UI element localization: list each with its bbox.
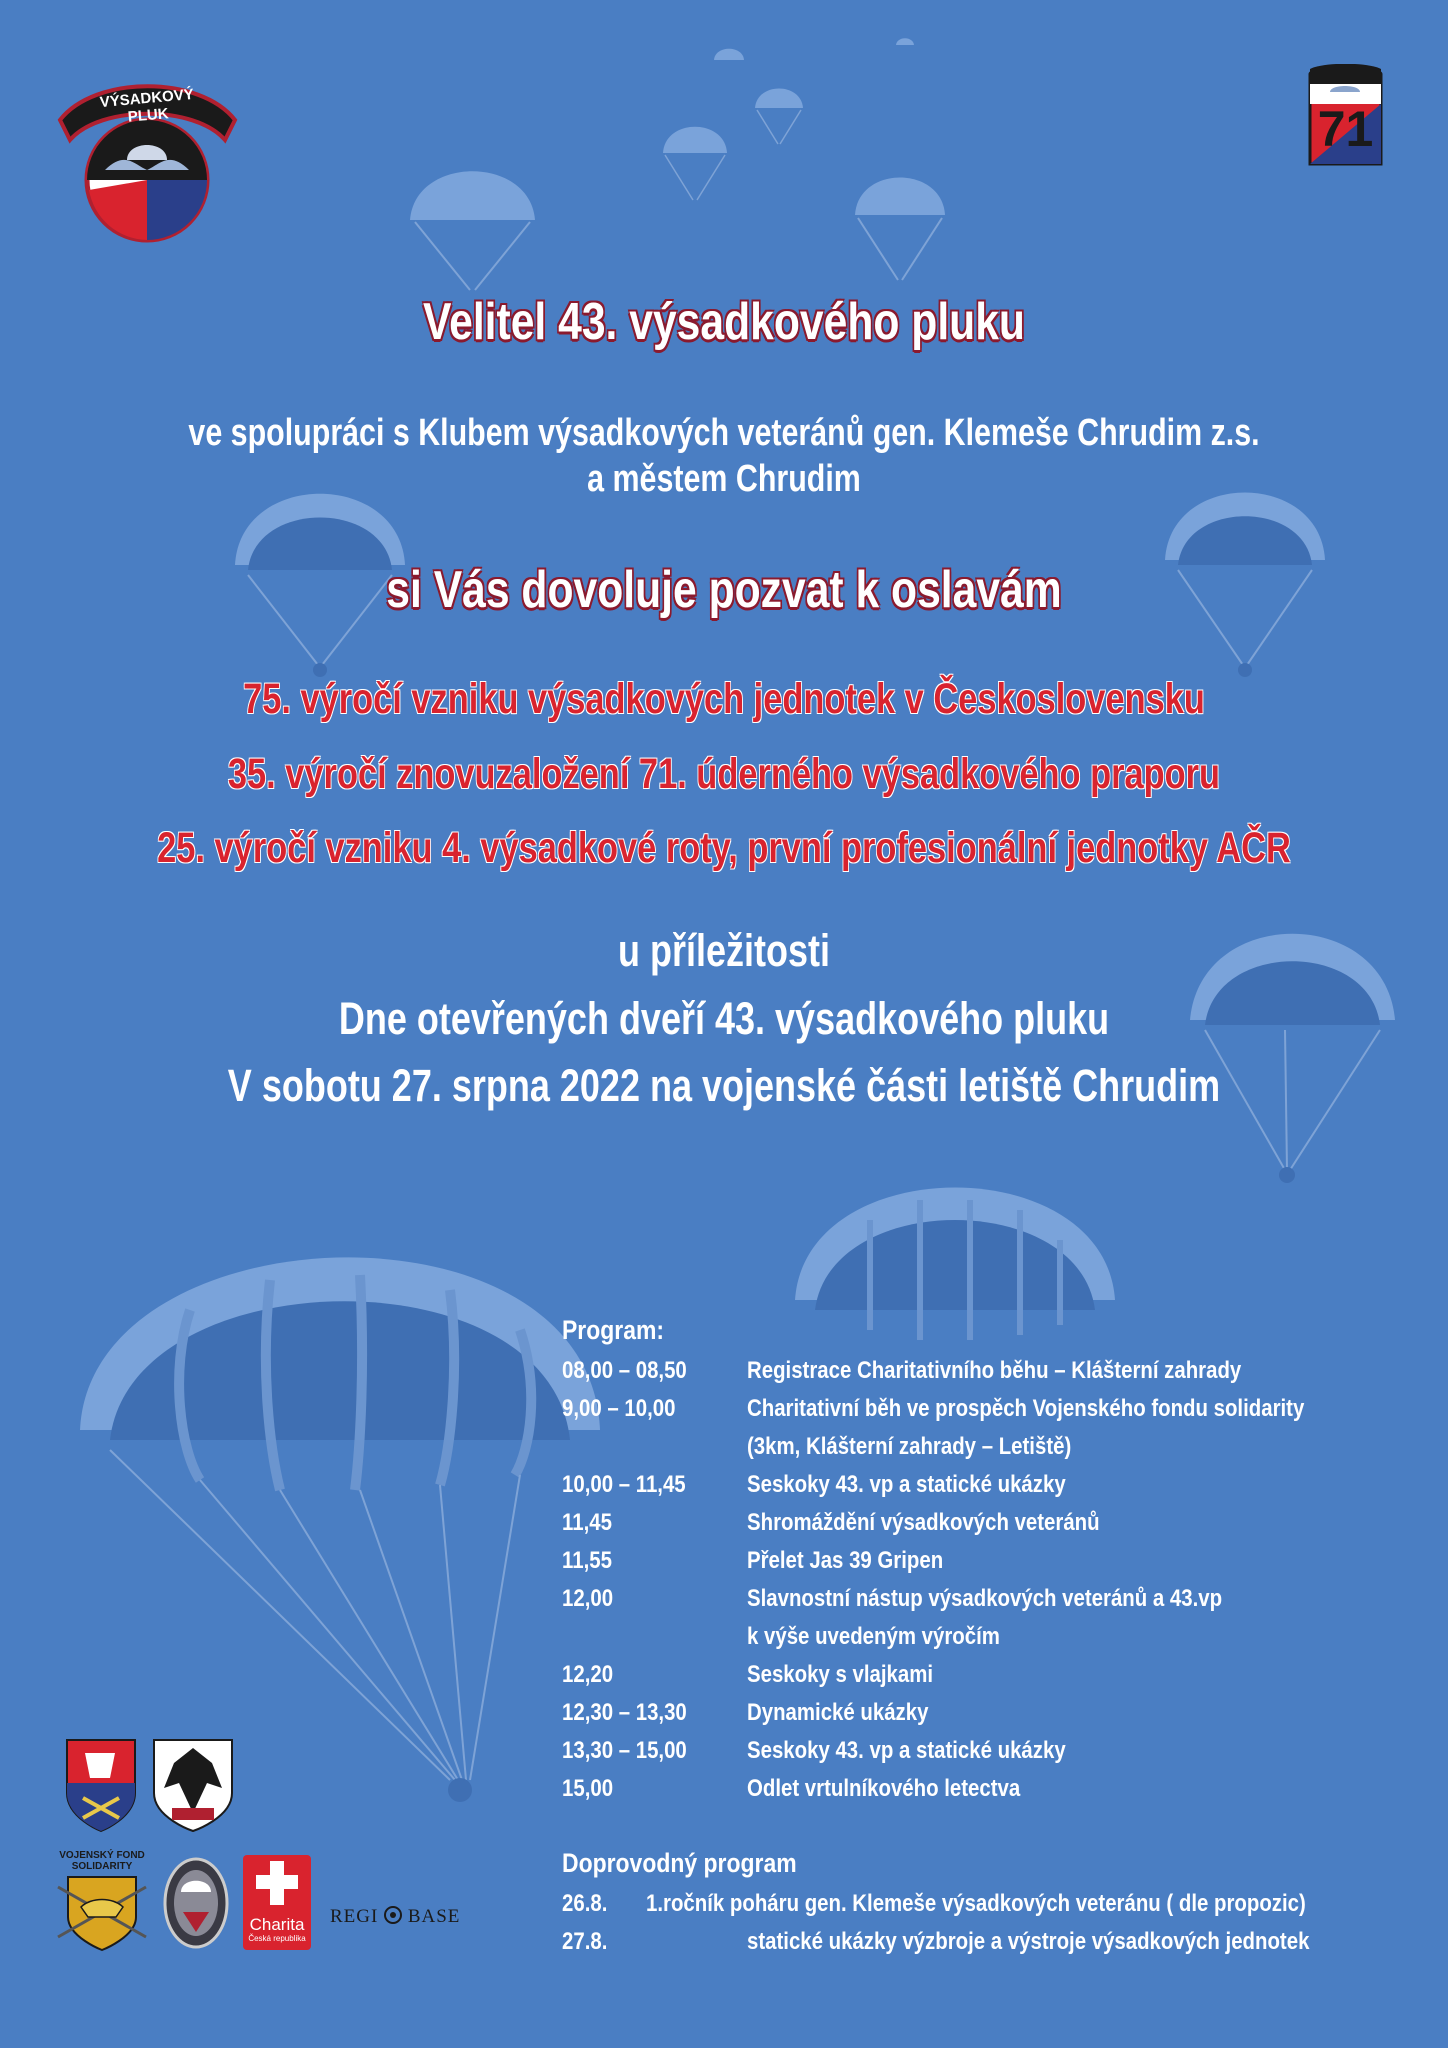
side-program-date: 27.8. (562, 1928, 608, 1955)
side-program-date: 26.8. (562, 1890, 608, 1917)
side-program-row (562, 1923, 1422, 1961)
program-row (562, 1618, 1422, 1656)
cooperation-line-2: a městem Chrudim (587, 458, 861, 500)
occasion-line-2: Dne otevřených dveří 43. výsadkového pluku (338, 993, 1110, 1044)
side-program-row (562, 1885, 1422, 1923)
program-row (562, 1504, 1422, 1542)
charita-logo (243, 1855, 311, 1950)
program-text: Registrace Charitativního běhu – Klášterní zahrady (747, 1357, 1242, 1384)
program-text: Přelet Jas 39 Gripen (747, 1547, 944, 1574)
program-time: 10,00 – 11,45 (562, 1471, 686, 1498)
side-program-heading: Doprovodný program (562, 1848, 797, 1878)
parachute-icon (713, 44, 745, 84)
program-text: Odlet vrtulníkového letectva (747, 1775, 1021, 1802)
regiment-badge-text: VÝSADKOVÝ PLUK (99, 85, 195, 126)
program-time: 13,30 – 15,00 (562, 1737, 687, 1764)
parachute-icon (70, 1150, 610, 1830)
program-text: Dynamické ukázky (747, 1699, 929, 1726)
program-row (562, 1352, 1422, 1390)
program-time: 9,00 – 10,00 (562, 1395, 676, 1422)
program-time: 12,00 (562, 1585, 614, 1612)
program-row (562, 1390, 1422, 1428)
program-time: 11,55 (562, 1547, 612, 1574)
occasion-line-3: V sobotu 27. srpna 2022 na vojenské části letiště Chrudim (227, 1060, 1221, 1111)
solidarity-fund-logo (56, 1850, 148, 1955)
program-row (562, 1542, 1422, 1580)
program-row (562, 1732, 1422, 1770)
coat-of-arms-icon (65, 1738, 137, 1833)
regi-base-emblem-icon (384, 1905, 402, 1925)
program-time: 11,45 (562, 1509, 612, 1536)
parachute-icon (405, 150, 540, 300)
side-program-text: 1.ročník poháru gen. Klemeše výsadkových veteránu ( dle propozic) (645, 1890, 1306, 1917)
anniversary-line: 35. výročí znovuzaložení 71. úderného výsadkového praporu (227, 750, 1221, 798)
charita-label: Charita (249, 1915, 305, 1934)
regi-base-right: BASE (407, 1906, 461, 1927)
program-text: Seskoky 43. vp a statické ukázky (747, 1471, 1066, 1498)
occasion-line-1: u příležitosti (617, 925, 830, 976)
battalion-71-logo (1308, 64, 1383, 166)
side-program-text: statické ukázky výzbroje a výstroje výsadkových jednotek (747, 1928, 1310, 1955)
parachute-icon (660, 115, 730, 205)
program-text: Charitativní běh ve prospěch Vojenského fondu solidarity (747, 1395, 1305, 1422)
handshake-shield-icon (56, 1872, 148, 1952)
program-text: Shromáždění výsadkových veteránů (747, 1509, 1100, 1536)
program-text: Seskoky 43. vp a statické ukázky (747, 1737, 1066, 1764)
regi-base-logo (330, 1905, 480, 1935)
program-row (562, 1428, 1422, 1466)
program-row (562, 1580, 1422, 1618)
program-text: Slavnostní nástup výsadkových veteránů a 43.vp (747, 1585, 1223, 1612)
program-time: 15,00 (562, 1775, 614, 1802)
invitation-line: si Vás dovoluje pozvat k oslavám (386, 561, 1062, 619)
program-row (562, 1770, 1422, 1808)
parachute-icon (850, 160, 950, 290)
program-row (562, 1694, 1422, 1732)
battalion-badge-number: 71 (1317, 101, 1374, 157)
parachute-icon (895, 35, 915, 61)
program-text: k výše uvedeným výročím (747, 1623, 1000, 1650)
city-coat-of-arms-icon (152, 1738, 234, 1833)
anniversary-line: 75. výročí vzniku výsadkových jednotek v Československu (243, 675, 1205, 723)
charita-cross-icon (243, 1855, 311, 1911)
program-row (562, 1466, 1422, 1504)
regiment-logo (55, 70, 240, 245)
charita-sublabel: Česká republika (248, 1934, 306, 1943)
anniversary-line: 25. výročí vzniku 4. výsadkové roty, první profesionální jednotky AČR (157, 824, 1291, 872)
program-section (562, 1315, 1422, 1961)
program-time: 12,30 – 13,30 (562, 1699, 687, 1726)
regi-base-left: REGI (330, 1906, 379, 1927)
program-text: Seskoky s vlajkami (747, 1661, 934, 1688)
page-title: Velitel 43. výsadkového pluku (423, 293, 1025, 351)
program-text: (3km, Klášterní zahrady – Letiště) (747, 1433, 1072, 1460)
program-row (562, 1656, 1422, 1694)
program-time: 12,20 (562, 1661, 614, 1688)
solidarity-fund-label: VOJENSKÝ FOND SOLIDARITY (59, 1850, 145, 1872)
parachute-icon (753, 80, 805, 148)
cooperation-line-1: ve spolupráci s Klubem výsadkových veteránů gen. Klemeše Chrudim z.s. (188, 412, 1260, 454)
paratroop-badge-icon (163, 1857, 229, 1949)
program-heading: Program: (562, 1315, 665, 1345)
program-time: 08,00 – 08,50 (562, 1357, 687, 1384)
